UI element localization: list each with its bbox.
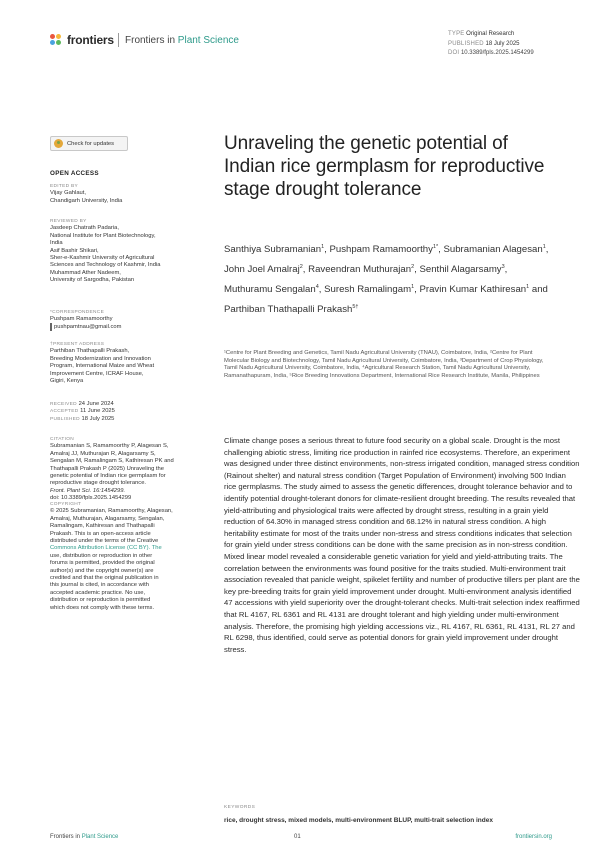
dates-section [50, 401, 200, 423]
edited-by-section [50, 183, 200, 205]
copyright-section [50, 501, 200, 612]
published-label: PUBLISHED [50, 416, 80, 422]
author-name[interactable]: Senthil Alagarsamy$^3$ [419, 263, 505, 276]
author-affiliation-marker: 1 [321, 244, 325, 250]
citation-line: genetic potential of Indian rice germplasm for [50, 473, 166, 480]
author-name[interactable]: Santhiya Subramanian$^1$ [224, 244, 325, 256]
author-list [224, 239, 564, 319]
author-affiliation-marker: 1* [432, 244, 439, 250]
journal-prefix: Frontiers in [125, 35, 176, 46]
copyright-line: distribution or reproduction is permitted [50, 597, 151, 604]
reviewer-line: Sher-e-Kashmir University of Agricultural [50, 255, 155, 262]
correspondence-section [50, 309, 200, 331]
footer-site-link[interactable]: frontiersin.org [515, 834, 552, 840]
address-line: Gigiri, Kenya [50, 378, 84, 385]
address-line: Program, International Maize and Wheat [50, 363, 155, 370]
reviewer-line: Sciences and Technology of Kashmir, India [50, 262, 161, 269]
address-line: Breeding Modernization and Innovation [50, 355, 151, 362]
author-separator: , [302, 264, 309, 276]
envelope-icon [50, 323, 52, 331]
journal-name[interactable] [125, 35, 239, 46]
reviewer-line: National Institute for Plant Biotechnology, [50, 232, 156, 239]
page-number: 01 [294, 834, 301, 840]
citation-line: Sengalan M, Ramalingam S, Kathiresan PK and [50, 458, 174, 465]
author-affiliation-marker: 5† [352, 303, 359, 310]
reviewed-by-label: REVIEWED BY [50, 219, 87, 224]
doi-label: DOI [448, 50, 460, 56]
author-separator: , [324, 244, 330, 256]
author-affiliation-marker: 4 [315, 283, 319, 290]
author-name[interactable]: Parthiban Thathapalli Prakash$^{5\dagger}$ [224, 303, 359, 316]
check-for-updates-button[interactable] [50, 136, 128, 151]
open-access-label: OPEN ACCESS [50, 170, 99, 177]
citation-line: Amalraj JJ, Muthurajan R, Alagarsamy S, [50, 450, 156, 457]
check-updates-label: Check for updates [67, 140, 115, 147]
author-affiliation-marker: 1 [526, 283, 530, 290]
citation-line: reproductive stage drought tolerance. [50, 480, 147, 487]
copyright-line: forums is permitted, provided the original [50, 560, 155, 567]
reviewer-line: Asif Bashir Shikari, [50, 247, 99, 254]
author-separator: and [529, 284, 548, 296]
copyright-label: COPYRIGHT [50, 502, 82, 507]
article-title: Unraveling the genetic potential of Indian rice germplasm for reproductive stage drought tolerance [224, 133, 545, 200]
editor-name: Vijay Gahlaut, [50, 190, 86, 197]
citation-section [50, 436, 200, 503]
author-name[interactable]: John Joel Amalraj$^2$ [224, 263, 303, 276]
author-separator: , [414, 284, 420, 296]
reviewer-line: Jasdeep Chatrath Padaria, [50, 225, 119, 232]
author-name[interactable]: Muthuramu Sengalan$^4$ [224, 283, 319, 296]
author-separator: , [504, 264, 508, 276]
keywords: rice, drought stress, mixed models, multi-environment BLUP, multi-trait selection index [224, 817, 493, 824]
author-name[interactable]: Pravin Kumar Kathiresan$^1$ [419, 283, 530, 296]
copyright-line: which does not comply with these terms. [50, 604, 155, 611]
author-affiliation-marker: 3 [501, 263, 505, 270]
accepted-date: 11 June 2025 [80, 408, 115, 415]
author-separator: , [545, 244, 549, 256]
author-separator: , [414, 264, 420, 276]
footer-journal-name: Plant Science [81, 834, 119, 840]
reviewer-line: University of Sargodha, Pakistan [50, 277, 135, 284]
copyright-line: author(s) and the copyright owner(s) are [50, 567, 154, 574]
author-affiliation-marker: 2 [299, 263, 303, 270]
brand-name: frontiers [67, 33, 114, 47]
address-line: Parthiban Thathapalli Prakash, [50, 348, 130, 355]
author-name[interactable]: Raveendran Muthurajan$^2$ [308, 263, 415, 276]
check-updates-icon [54, 139, 63, 148]
citation-line: Subramanian S, Ramamoorthy P, Alagesan S, [50, 443, 169, 450]
author-name[interactable]: Pushpam Ramamoorthy$^{1*}$ [329, 244, 439, 256]
frontiers-logo[interactable] [50, 33, 114, 47]
journal-title: Plant Science [177, 35, 239, 46]
author-affiliation-marker: 1 [411, 283, 415, 290]
cc-by-license-link[interactable]: Commons Attribution License (CC BY). The [50, 545, 162, 552]
author-name[interactable]: Subramanian Alagesan$^1$ [443, 244, 546, 256]
citation-line: Front. Plant Sci. 16:1454299. [50, 487, 126, 494]
reviewer-line: Muhammad Ather Nadeem, [50, 269, 121, 276]
received-date: 24 June 2024 [78, 401, 114, 407]
published-value: 18 July 2025 [485, 40, 520, 47]
article-meta [448, 30, 534, 59]
copyright-line: Amalraj, Muthurajan, Alagarsamy, Sengalan, [50, 515, 165, 522]
accepted-label: ACCEPTED [50, 409, 79, 415]
abstract: Climate change poses a serious threat to future food security on a global scale. Drought is the most challenging abiotic stress, limiting rice production in rainfed rice ecosystems. Therefore, an experiment was designed under three distinct environments, non-stress irrigated condition, managed stress condition (Rainout shelter) and natural stress condition (Target Population of Environment) involving 500 Indian rice germplasms. The study aimed to assess the genetic differences, drought tolerance behavior and to identify potential drought-tolerant donors for climate-resilient drought breeding. The results revealed that yield-attributing and physiological traits were affected by drought stress, resulting in a grain yield reduction of 64.30% in managed stress condition and 68.12% in natural stress condition. A high heritability estimate for most of the traits under non-stress and stress conditions indicates that selection for grain yield under stress conditions can be done with the same precision as in non-stress condition. Mixed linear model revealed a considerable genetic variation for yield and yield-attributing traits. The correlation between the environments was found positive for the traits studied. Multi-environment trait association revealed that panicle weight, spikelet fertility and number of productive tillers per plant are the key pre-breeding traits for grain yield improvement under drought. Multi-environment analysis identified 47 accessions with yield superiority over the drought-tolerant checks. Multi-trait selection index reaffirmed that RL 4167, RL 6361 and RL 4131 are drought tolerant and high yielding under multi-environment analysis. Therefore, the promising high yielding accessions viz., RL 4167, RL 6361, RL 4131, RL 27 and RL 6298, thus identified, could serve as potential donors for grain yield improvement under drought stress. [224, 436, 580, 654]
correspondence-email[interactable]: pushpamtnau@gmail.com [54, 323, 122, 330]
citation-line: Thathapalli Prakash P (2025) Unraveling the [50, 465, 164, 472]
header-divider [118, 33, 119, 47]
author-affiliation-marker: 1 [542, 244, 546, 250]
editor-affiliation: Chandigarh University, India [50, 197, 123, 204]
copyright-line: credited and that the original publication in [50, 575, 159, 582]
keywords-label: KEYWORDS [224, 805, 256, 810]
published-date: 18 July 2025 [81, 415, 115, 422]
author-name[interactable]: Suresh Ramalingam$^1$ [324, 283, 415, 296]
copyright-line: Ramalingam, Kathiresan and Thathapalli [50, 523, 155, 530]
present-address-label: †PRESENT ADDRESS [50, 342, 105, 347]
correspondence-email-row[interactable] [50, 324, 200, 331]
present-address-section [50, 341, 200, 385]
published-label: PUBLISHED [448, 40, 484, 47]
correspondence-label: *CORRESPONDENCE [50, 310, 105, 315]
footer-journal-prefix: Frontiers in [50, 834, 81, 840]
reviewed-by-section [50, 218, 200, 285]
copyright-line: use, distribution or reproduction in other [50, 552, 153, 559]
footer-journal[interactable] [50, 834, 118, 840]
frontiers-logo-icon [50, 34, 64, 46]
copyright-line: © 2025 Subramanian, Ramamoorthy, Alagesan, [50, 508, 173, 515]
doi-link[interactable]: 10.3389/fpls.2025.1454299 [460, 50, 534, 56]
reviewer-line: India [50, 240, 63, 247]
correspondence-name: Pushpam Ramamoorthy [50, 316, 113, 323]
received-label: RECEIVED [50, 402, 77, 407]
copyright-line: this journal is cited, in accordance with [50, 582, 149, 589]
copyright-line: distributed under the terms of the Creative [50, 538, 159, 545]
citation-doi[interactable]: doi: 10.3389/fpls.2025.1454299 [50, 495, 132, 502]
address-line: Improvement Centre, ICRAF House, [50, 370, 144, 377]
type-value: Original Research [466, 31, 515, 37]
author-separator: , [438, 244, 444, 256]
edited-by-label: EDITED BY [50, 184, 79, 189]
type-label: TYPE [448, 31, 465, 37]
copyright-line: accepted academic practice. No use, [50, 589, 146, 596]
author-separator: , [318, 284, 325, 296]
affiliations: ¹Centre for Plant Breeding and Genetics, Tamil Nadu Agricultural University (TNAU), Coimbatore, India, ²Centre for Plant Molecular Biology and Biotechnology, Tamil Nadu Agricultural University, Coimbatore, India, ³Department of Crop Physiology, Tamil Nadu Agricultural University, Coimbatore, India, ⁴Agricultural Research Station, Tamil Nadu Agricultural University, Ramanathapuram, India, ⁵Rice Breeding Innovations Department, International Rice Research Institute, Manila, Philippines [224, 350, 544, 379]
citation-label: CITATION [50, 437, 75, 442]
copyright-line: Prakash. This is an open-access article [50, 530, 151, 537]
author-affiliation-marker: 2 [411, 263, 415, 270]
